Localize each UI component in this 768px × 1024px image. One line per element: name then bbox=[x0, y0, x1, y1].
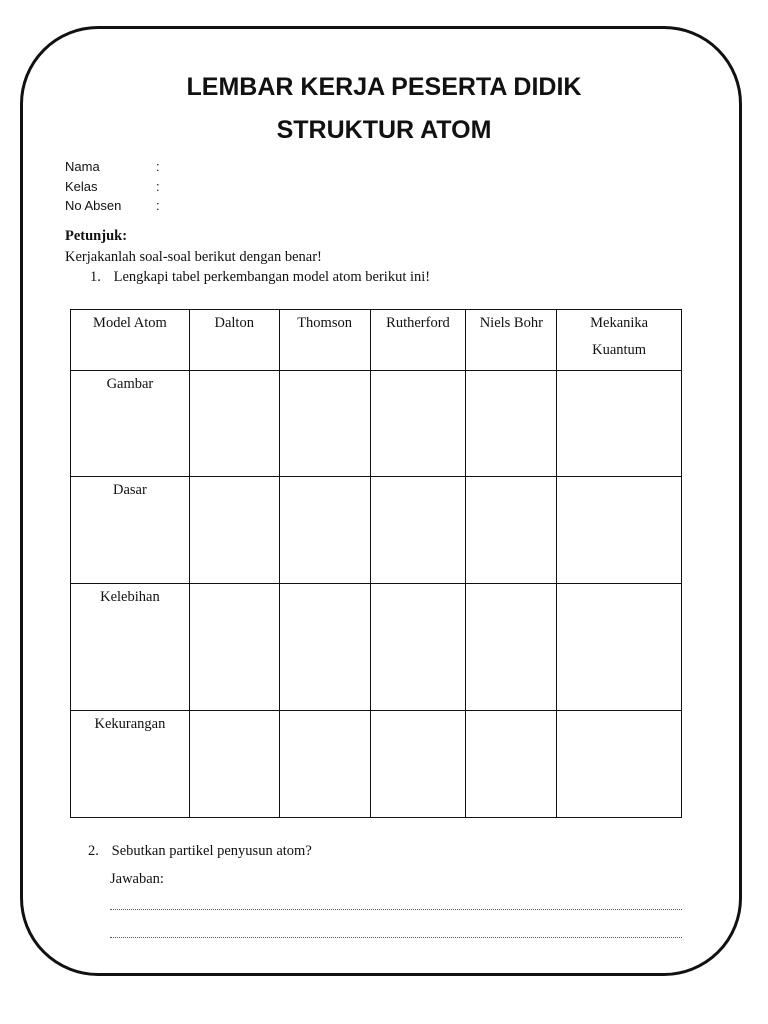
cell-kekurangan-dalton[interactable] bbox=[189, 711, 279, 818]
class-label: Kelas bbox=[65, 178, 98, 194]
name-label: Nama bbox=[65, 159, 100, 174]
question-2-text: Sebutkan partikel penyusun atom? bbox=[111, 843, 312, 859]
answer-label: Jawaban: bbox=[110, 871, 164, 887]
header-kuantum-line: Kuantum bbox=[592, 342, 647, 358]
identity-row-absen bbox=[65, 196, 166, 216]
table-row bbox=[71, 371, 682, 477]
cell-gambar-thomson[interactable] bbox=[279, 371, 370, 477]
identity-row-class bbox=[65, 177, 166, 197]
atom-model-table bbox=[70, 309, 682, 818]
cell-kekurangan-niels-bohr[interactable] bbox=[466, 711, 557, 818]
name-colon: : bbox=[156, 159, 160, 174]
answer-dotted-line[interactable] bbox=[110, 937, 682, 938]
class-colon: : bbox=[156, 178, 160, 194]
question-1-number: 1. bbox=[90, 269, 101, 285]
cell-gambar-niels-bohr[interactable] bbox=[466, 371, 557, 477]
identity-row-name bbox=[65, 157, 166, 177]
header-dalton: Dalton bbox=[189, 310, 279, 371]
cell-kelebihan-mekanika-kuantum[interactable] bbox=[557, 584, 682, 711]
question-1-text: Lengkapi tabel perkembangan model atom berikut ini! bbox=[113, 269, 431, 285]
question-2-number: 2. bbox=[88, 843, 99, 859]
instructions-text: Kerjakanlah soal-soal berikut dengan benar! bbox=[65, 249, 322, 265]
cell-dasar-thomson[interactable] bbox=[279, 477, 370, 584]
cell-dasar-dalton[interactable] bbox=[189, 477, 279, 584]
cell-kelebihan-niels-bohr[interactable] bbox=[466, 584, 557, 711]
cell-kekurangan-mekanika-kuantum[interactable] bbox=[557, 711, 682, 818]
cell-kelebihan-thomson[interactable] bbox=[279, 584, 370, 711]
instructions-heading: Petunjuk: bbox=[65, 228, 128, 244]
header-thomson: Thomson bbox=[279, 310, 370, 371]
answer-dotted-line[interactable] bbox=[110, 909, 682, 910]
row-label-dasar: Dasar bbox=[71, 477, 190, 584]
cell-dasar-niels-bohr[interactable] bbox=[466, 477, 557, 584]
table-row bbox=[71, 584, 682, 711]
cell-gambar-rutherford[interactable] bbox=[370, 371, 466, 477]
cell-kekurangan-thomson[interactable] bbox=[279, 711, 370, 818]
table-header-row bbox=[71, 310, 682, 371]
table-row bbox=[71, 477, 682, 584]
cell-dasar-mekanika-kuantum[interactable] bbox=[557, 477, 682, 584]
cell-kelebihan-dalton[interactable] bbox=[189, 584, 279, 711]
table-row bbox=[71, 711, 682, 818]
header-mekanika-kuantum bbox=[557, 310, 682, 371]
header-rutherford: Rutherford bbox=[370, 310, 466, 371]
worksheet-title: LEMBAR KERJA PESERTA DIDIK bbox=[186, 73, 582, 101]
row-label-kekurangan: Kekurangan bbox=[71, 711, 190, 818]
row-label-gambar: Gambar bbox=[71, 371, 190, 477]
student-identity-block bbox=[65, 157, 166, 216]
header-model-atom: Model Atom bbox=[71, 310, 190, 371]
cell-dasar-rutherford[interactable] bbox=[370, 477, 466, 584]
absen-colon: : bbox=[156, 198, 160, 213]
question-2 bbox=[88, 843, 312, 860]
cell-kekurangan-rutherford[interactable] bbox=[370, 711, 466, 818]
cell-gambar-mekanika-kuantum[interactable] bbox=[557, 371, 682, 477]
absen-label: No Absen bbox=[65, 198, 122, 213]
header-niels-bohr: Niels Bohr bbox=[466, 310, 557, 371]
header-mekanika-line: Mekanika bbox=[590, 315, 649, 331]
row-label-kelebihan: Kelebihan bbox=[71, 584, 190, 711]
cell-gambar-dalton[interactable] bbox=[189, 371, 279, 477]
question-1 bbox=[90, 269, 430, 286]
cell-kelebihan-rutherford[interactable] bbox=[370, 584, 466, 711]
worksheet-subtitle: STRUKTUR ATOM bbox=[276, 116, 492, 144]
